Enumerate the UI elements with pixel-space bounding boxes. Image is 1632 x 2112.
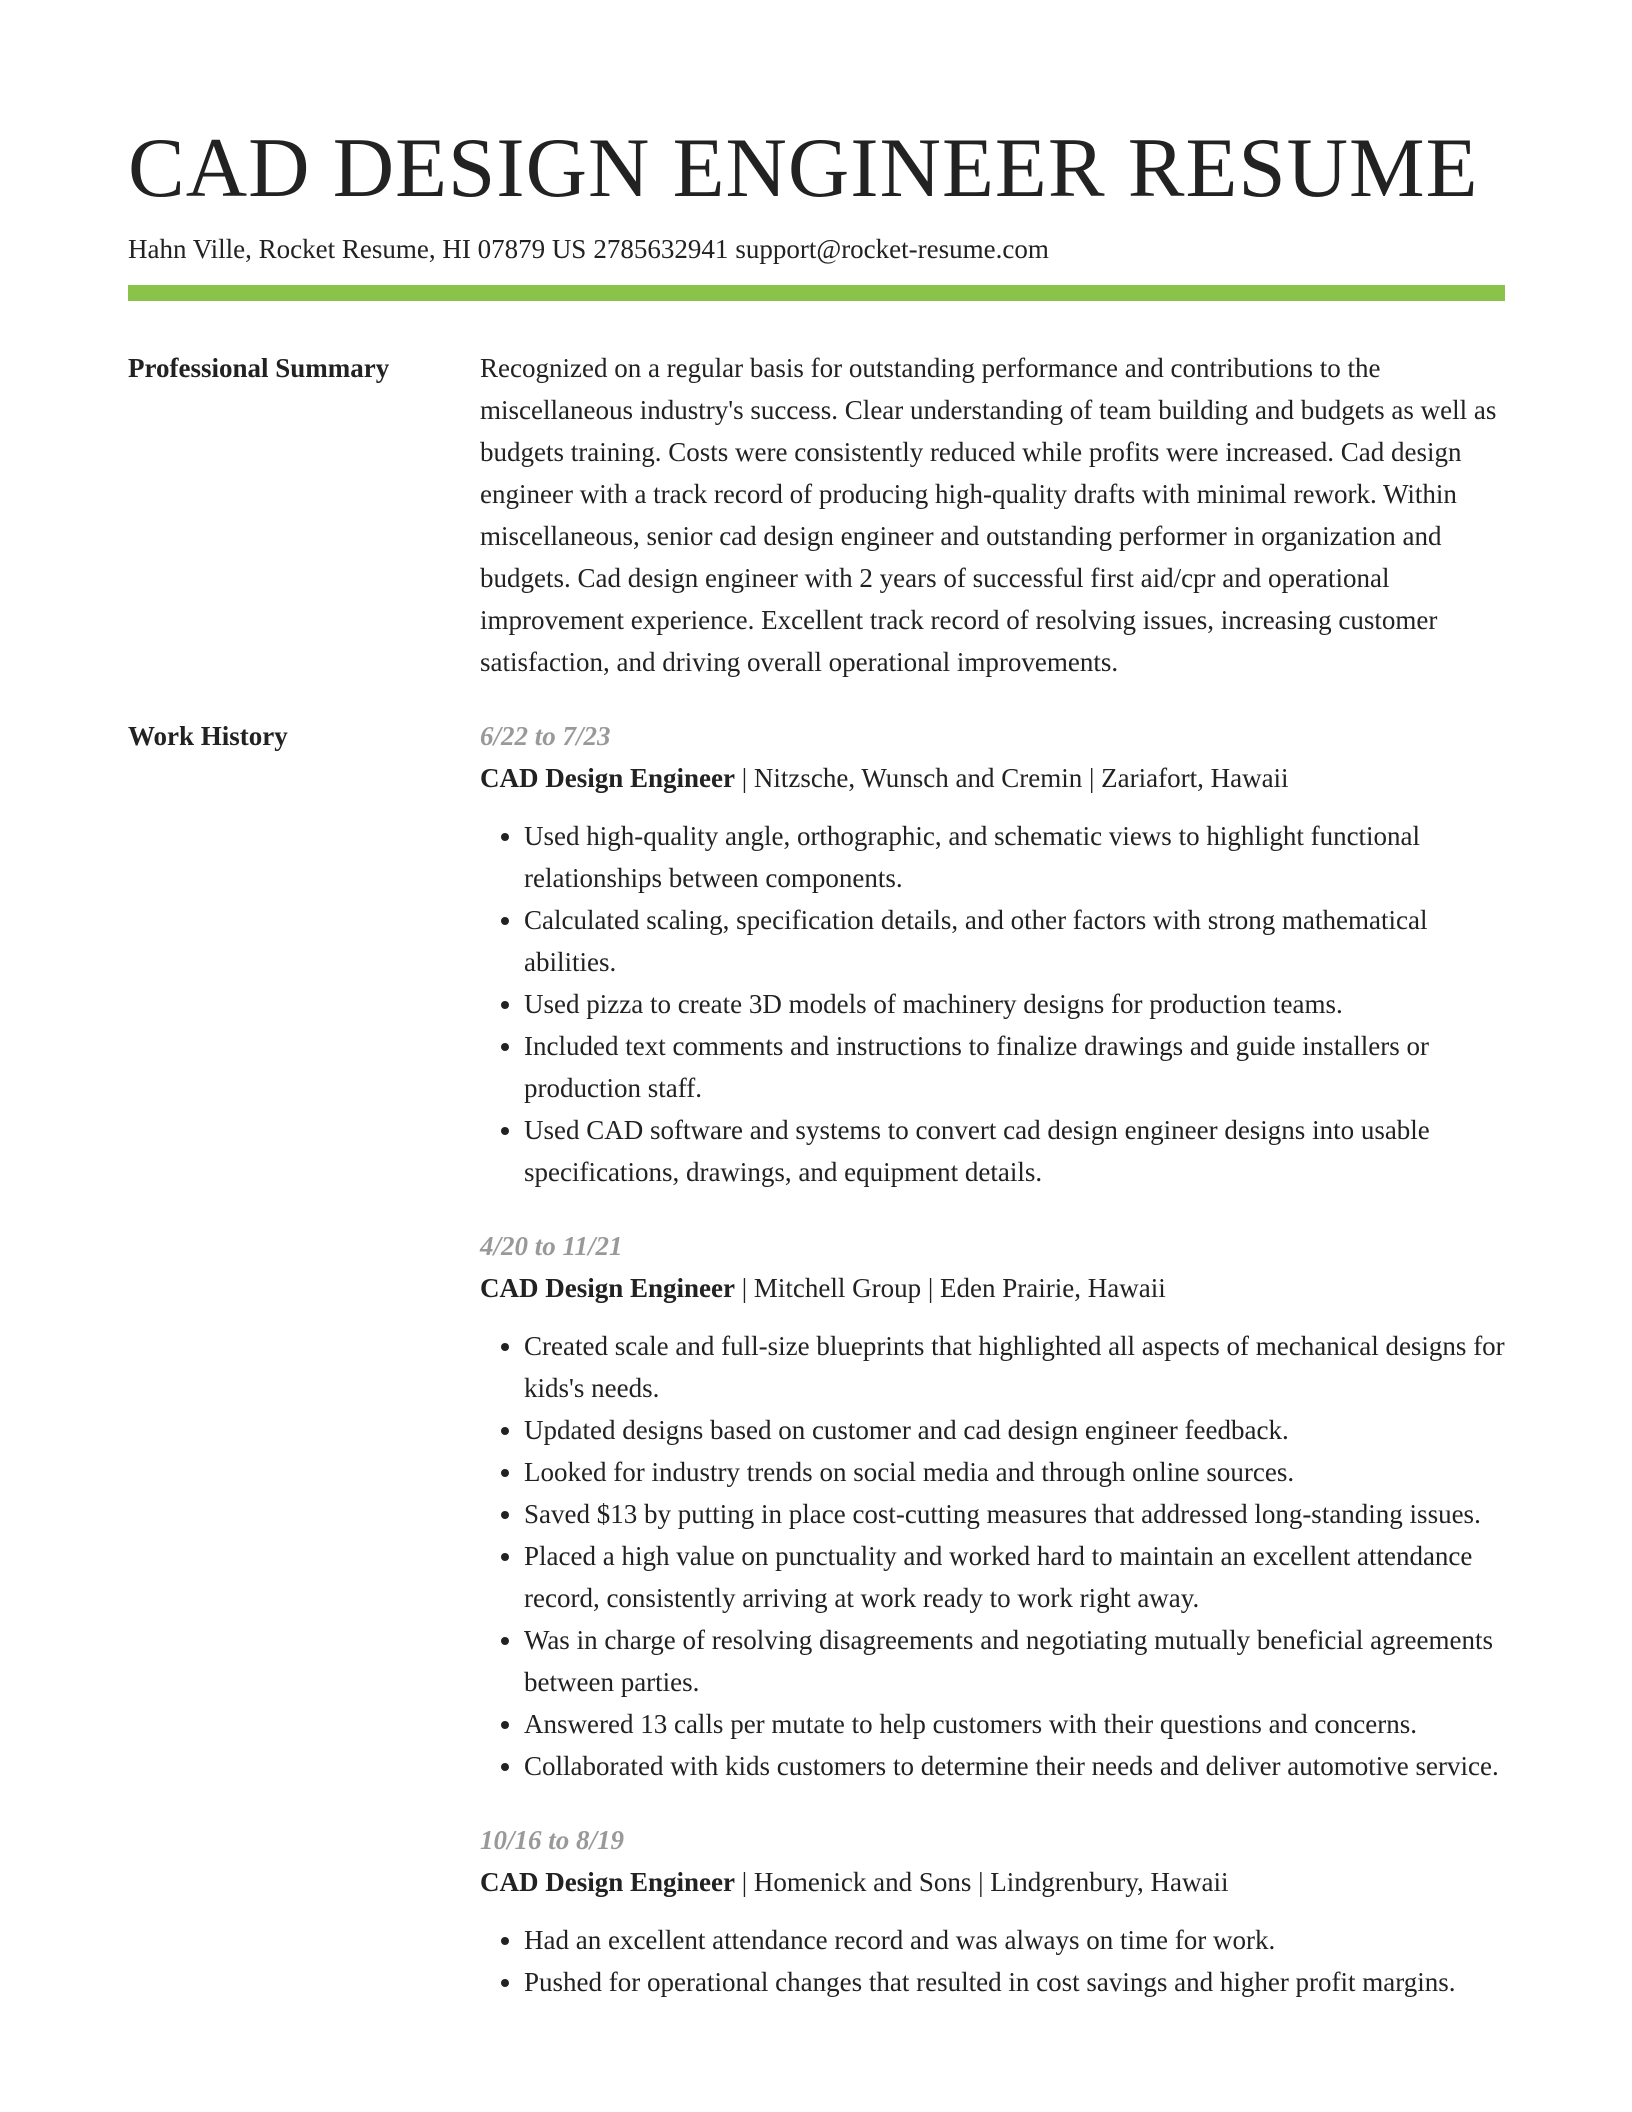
job-entry [480,1225,1505,1787]
job-bullet: • Used pizza to create 3D models of machinery designs for production teams. [524,983,1505,1025]
job-bullet: • Looked for industry trends on social media and through online sources. [524,1451,1505,1493]
job-bullet: • Was in charge of resolving disagreements and negotiating mutually beneficial agreements between parties. [524,1619,1505,1703]
job-company: Homenick and Sons [753,1867,972,1897]
job-heading: CAD Design Engineer | Nitzsche, Wunsch and Cremin | Zariafort, Hawaii [480,763,1289,793]
section-label-summary: Professional Summary [128,353,390,383]
job-heading: CAD Design Engineer | Homenick and Sons | Lindgrenbury, Hawaii [480,1867,1229,1897]
section-label-work-history: Work History [128,721,288,751]
job-bullet: • Collaborated with kids customers to determine their needs and deliver automotive service. [524,1745,1505,1787]
summary-body [480,347,1505,683]
job-bullet: • Answered 13 calls per mutate to help customers with their questions and concerns. [524,1703,1505,1745]
job-bullet: • Used CAD software and systems to convert cad design engineer designs into usable specifications, drawings, and equipment details. [524,1109,1505,1193]
job-bullet-list [480,815,1505,1193]
contact-phone: 2785632941 [593,234,729,264]
summary-text: Recognized on a regular basis for outstanding performance and contributions to the miscellaneous industry's success. Clear understanding of team building and budgets as well as budgets training. Costs were consistently reduced while profits were increased. Cad design engineer with a track record of producing high-quality drafts with minimal rework. Within miscellaneous, senior cad design engineer and outstanding performer in organization and budgets. Cad design engineer with 2 years of successful first aid/cpr and operational improvement experience. Excellent track record of resolving issues, increasing customer satisfaction, and driving overall operational improvements. [480,353,1497,677]
job-title: CAD Design Engineer [480,1273,735,1303]
job-bullet: • Saved $13 by putting in place cost-cutting measures that addressed long-standing issues. [524,1493,1505,1535]
job-bullet: • Pushed for operational changes that resulted in cost savings and higher profit margins. [524,1961,1505,2003]
contact-address: Hahn Ville, Rocket Resume, HI 07879 US [128,234,587,264]
job-bullet: • Created scale and full-size blueprints that highlighted all aspects of mechanical designs for kids's needs. [524,1325,1505,1409]
job-location: Zariafort, Hawaii [1101,763,1289,793]
job-heading: CAD Design Engineer | Mitchell Group | Eden Prairie, Hawaii [480,1273,1166,1303]
job-bullet: • Used high-quality angle, orthographic, and schematic views to highlight functional relationships between components. [524,815,1505,899]
job-location: Eden Prairie, Hawaii [940,1273,1166,1303]
job-bullet: • Included text comments and instructions to finalize drawings and guide installers or production staff. [524,1025,1505,1109]
contact-line [128,229,1056,269]
accent-divider [128,285,1505,301]
job-bullet: • Calculated scaling, specification details, and other factors with strong mathematical abilities. [524,899,1505,983]
contact-email: support@rocket-resume.com [735,234,1049,264]
job-entry [480,1819,1505,2003]
job-bullet: • Had an excellent attendance record and was always on time for work. [524,1919,1505,1961]
job-title: CAD Design Engineer [480,763,735,793]
job-dates: 4/20 to 11/21 [480,1231,623,1261]
job-title: CAD Design Engineer [480,1867,735,1897]
job-entry [480,715,1505,1193]
work-history-body [480,715,1505,2035]
page-title: CAD DESIGN ENGINEER RESUME [128,121,1479,215]
job-dates: 6/22 to 7/23 [480,721,611,751]
job-company: Mitchell Group [753,1273,922,1303]
job-company: Nitzsche, Wunsch and Cremin [753,763,1083,793]
job-bullet: • Updated designs based on customer and cad design engineer feedback. [524,1409,1505,1451]
job-dates: 10/16 to 8/19 [480,1825,625,1855]
job-location: Lindgrenbury, Hawaii [990,1867,1229,1897]
job-bullet: • Placed a high value on punctuality and worked hard to maintain an excellent attendance record, consistently arriving at work ready to work right away. [524,1535,1505,1619]
job-bullet-list [480,1919,1505,2003]
job-bullet-list [480,1325,1505,1787]
